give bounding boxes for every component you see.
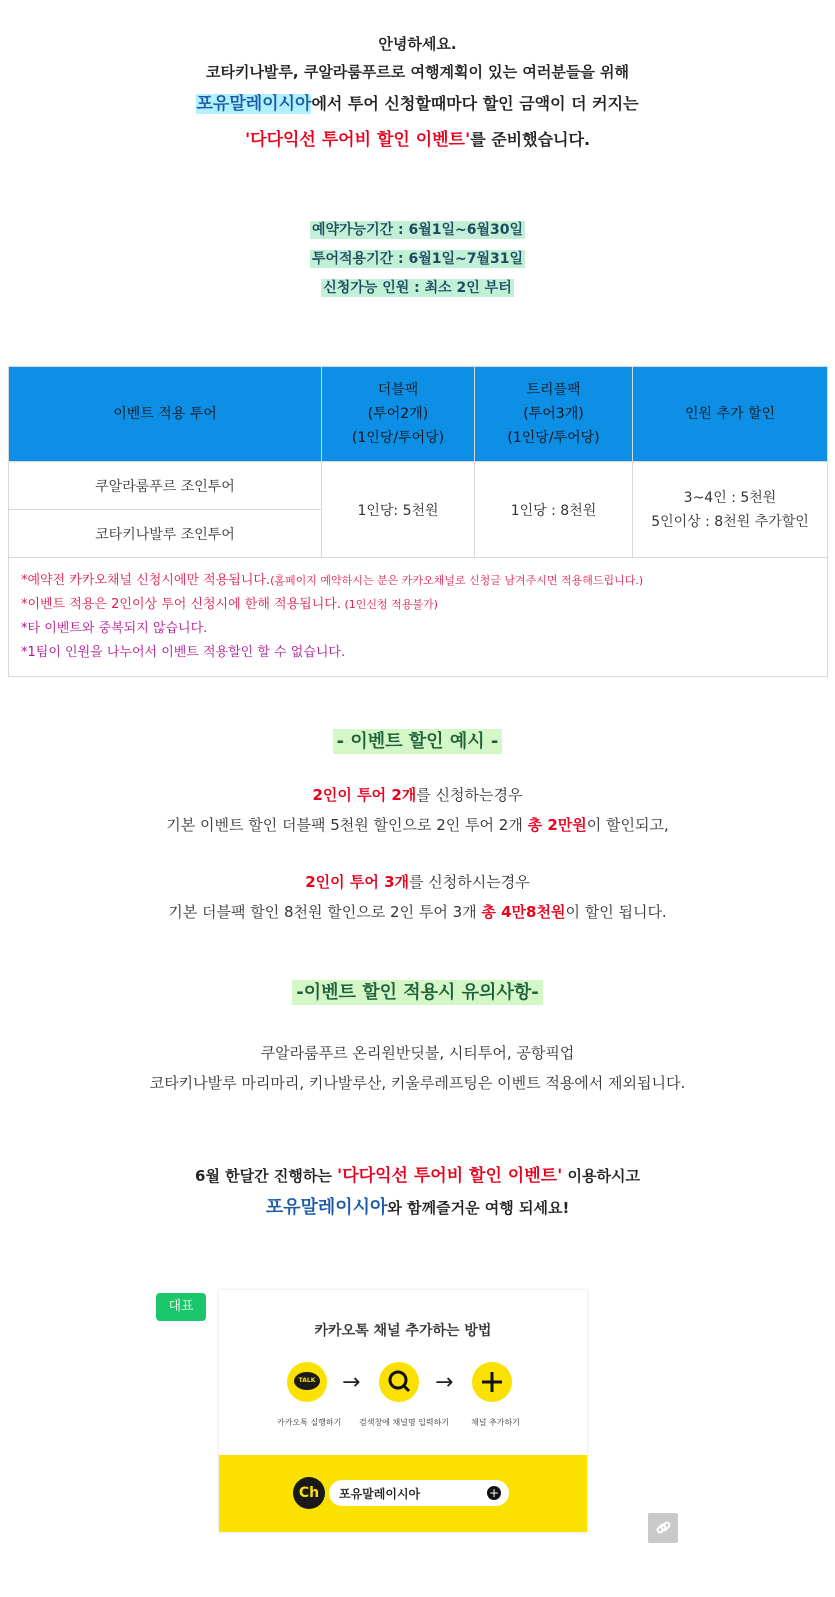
- example-1: 2인이 투어 2개를 신청하는경우 기본 이벤트 할인 더블팩 5천원 할인으로 2인 투어 2개 총 2만원이 할인되고,: [166, 786, 669, 834]
- channel-search-box: [329, 1480, 509, 1506]
- note-4: *1팀이 인원을 나누어서 이벤트 적용할인 할 수 없습니다.: [21, 645, 346, 660]
- note-1: *예약전 카카오채널 신청시에만 적용됩니다.(홈페이지 예약하시는 분은 카카오채널로 신청글 남겨주시면 적용해드립니다.): [21, 573, 644, 588]
- intro-line3: [0, 86, 835, 122]
- step3-label: 채널 추가하기: [471, 1418, 520, 1427]
- greeting: 안녕하세요.: [378, 35, 457, 53]
- arrow-right-icon: →: [435, 1370, 454, 1395]
- header-extra: 인원 추가 할인: [633, 367, 828, 462]
- double-value: 1인당: 5천원: [322, 462, 475, 558]
- notes-cell: [9, 558, 828, 677]
- quote-open: ': [244, 130, 251, 150]
- header-triple: 트리플팩 (투어3개) (1인당/투어당): [475, 367, 633, 462]
- exclusion-line2: 코타키나발루 마리마리, 키나발루산, 키울루레프팅은 이벤트 적용에서 제외됩니다.: [149, 1074, 686, 1092]
- intro-line3-text: 에서 투어 신청할때마다 할인 금액이 더 커지는: [311, 94, 639, 113]
- intro-line2: 코타키나발루, 쿠알라룸푸르로 여행계획이 있는 여러분들을 위해: [205, 63, 630, 81]
- channel-icon: Ch: [293, 1477, 325, 1509]
- tour-period: 투어적용기간 : 6월1일~7월31일: [311, 251, 524, 267]
- example-2: 2인이 투어 3개를 신청하시는경우 기본 더블팩 할인 8천원 할인으로 2인 투어 3개 총 4만8천원이 할인 됩니다.: [168, 873, 667, 921]
- caution-title: -이벤트 할인 적용시 유의사항-: [0, 978, 835, 1004]
- channel-bar: [219, 1455, 587, 1532]
- brand-highlight: 포유말레이시아: [196, 94, 312, 114]
- ex2-total: 총 4만8천원: [481, 903, 566, 921]
- event-table: [8, 366, 828, 677]
- min-people: 신청가능 인원 : 최소 2인 부터: [323, 280, 512, 296]
- closing-brand: 포유말레이시아: [265, 1197, 388, 1218]
- ex1-highlight: 2인이 투어 2개: [312, 786, 417, 804]
- closing-event: '다다익선 투어비 할인 이벤트': [337, 1166, 563, 1186]
- ex2-highlight: 2인이 투어 3개: [305, 873, 410, 891]
- exclusion-line1: 쿠알라룸푸르 온리원반딧불, 시티투어, 공항픽업: [260, 1044, 575, 1062]
- extra-line2: 5인이상 : 8천원 추가할인: [651, 513, 809, 530]
- kakao-guide-image[interactable]: [219, 1290, 587, 1532]
- link-icon: [648, 1513, 678, 1543]
- tour-kl: 쿠알라룸푸르 조인투어: [9, 462, 322, 510]
- tour-kk: 코타키나발루 조인투어: [9, 510, 322, 558]
- intro-line4-text: 를 준비했습니다.: [470, 130, 591, 149]
- extra-line1: 3~4인 : 5천원: [683, 489, 777, 506]
- extra-value: [633, 462, 828, 558]
- note-3: *타 이벤트와 중복되지 않습니다.: [21, 621, 208, 636]
- guide-title: 카카오톡 채널 추가하는 방법: [314, 1323, 492, 1339]
- exclusion-text: [0, 1038, 835, 1098]
- main-badge: 대표: [156, 1293, 206, 1321]
- step1-label: 카카오톡 실행하기: [277, 1418, 342, 1427]
- intro-line4: [0, 122, 835, 158]
- period-block: [0, 216, 835, 303]
- intro-block: [0, 30, 835, 158]
- notes-row: [9, 558, 828, 677]
- talk-icon: TALK: [287, 1362, 327, 1402]
- link-button[interactable]: [648, 1513, 678, 1543]
- ex1-total: 총 2만원: [527, 816, 587, 834]
- booking-period: 예약가능기간 : 6월1일~6월30일: [311, 222, 524, 238]
- step2-label: 검색창에 채널명 입력하기: [359, 1418, 450, 1427]
- plus-circle-icon: +: [488, 1486, 500, 1500]
- closing-block: 6월 한달간 진행하는 '다다익선 투어비 할인 이벤트' 이용하시고 포유말레이시아와 함께즐거운 여행 되세요!: [195, 1166, 640, 1218]
- example-title: - 이벤트 할인 예시 -: [0, 727, 835, 753]
- plus-icon: [472, 1362, 512, 1402]
- table-header-row: [9, 367, 828, 462]
- channel-name: 포유말레이시아: [339, 1487, 421, 1501]
- header-tour: 이벤트 적용 투어: [9, 367, 322, 462]
- arrow-right-icon: →: [342, 1370, 361, 1395]
- search-icon: [379, 1362, 419, 1402]
- event-name: 다다익선 투어비 할인 이벤트: [250, 130, 465, 150]
- triple-value: 1인당 : 8천원: [475, 462, 633, 558]
- quote-close: ': [464, 130, 471, 150]
- note-2: *이벤트 적용은 2인이상 투어 신청시에 한해 적용됩니다. (1인신청 적용불가): [21, 597, 438, 612]
- header-double: 더블팩 (투어2개) (1인당/투어당): [322, 367, 475, 462]
- table-row: [9, 462, 828, 510]
